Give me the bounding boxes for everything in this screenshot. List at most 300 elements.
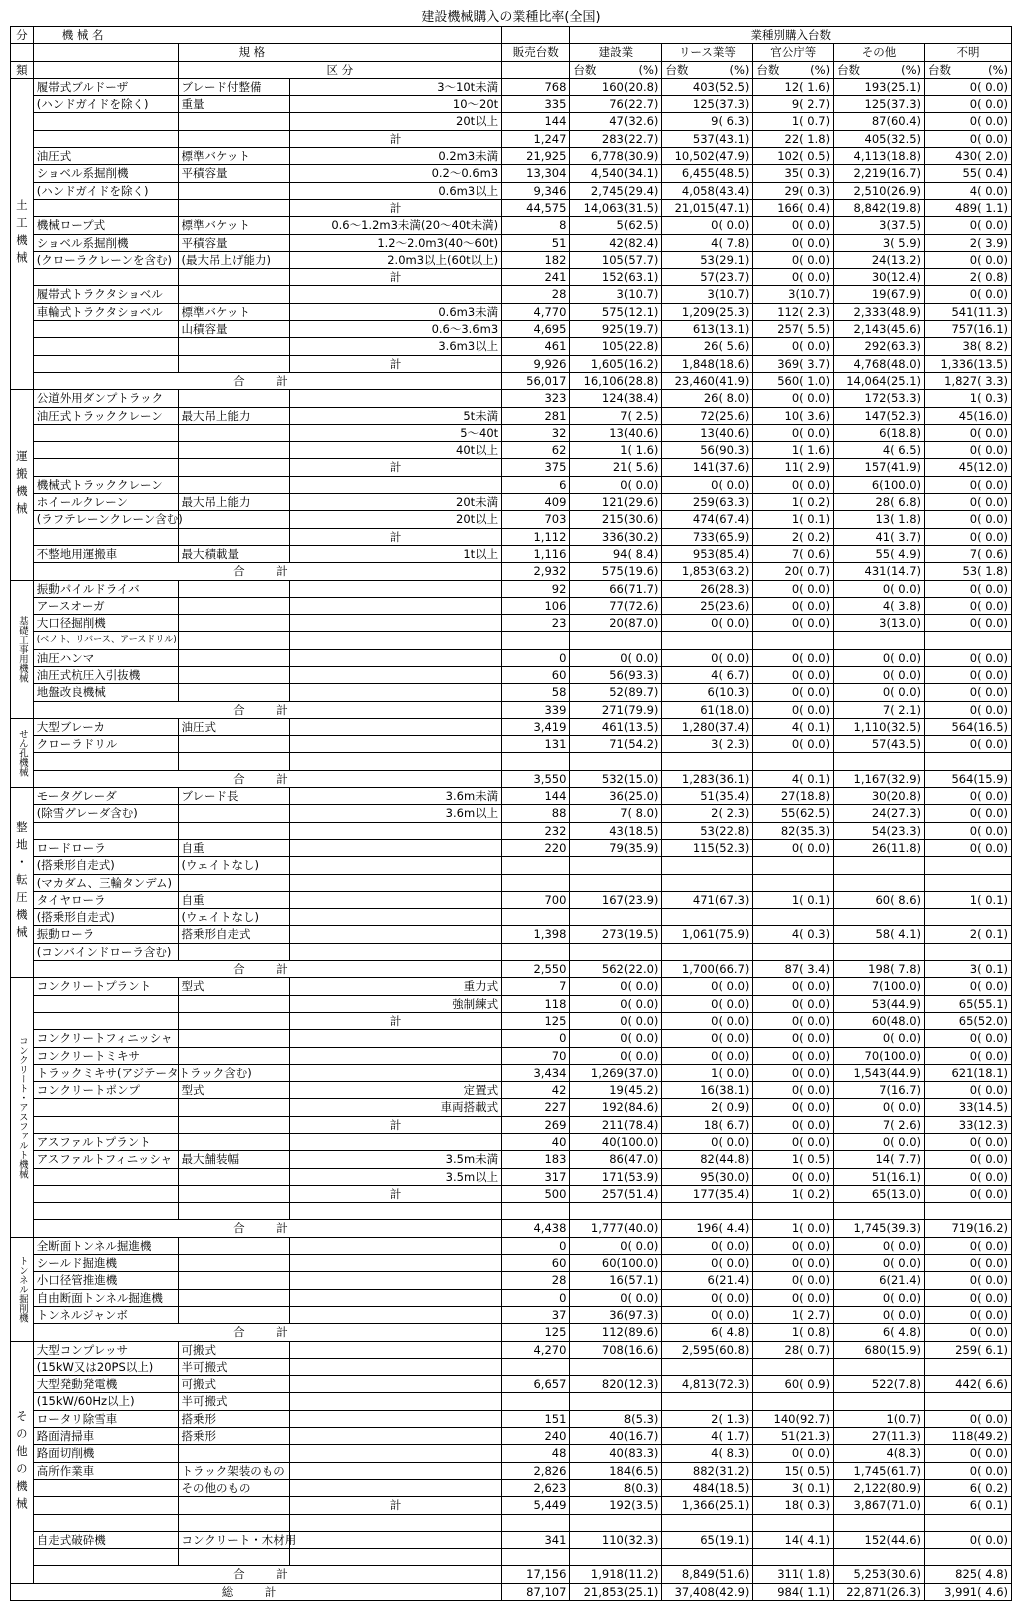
kubun-cell	[290, 943, 502, 960]
header-industry-2: 官公庁等	[753, 44, 834, 61]
category-label: 運搬機械	[11, 390, 34, 580]
kubun-cell	[290, 1064, 502, 1081]
machine-name	[33, 1116, 178, 1133]
unknown-cell: 0( 0.0)	[925, 130, 1012, 147]
lease-cell: 6,455(48.5)	[662, 165, 753, 182]
machine-name: トラックミキサ(アジテータトラック含む)	[33, 1064, 178, 1081]
sales-count: 17,156	[502, 1566, 570, 1583]
government-cell: 60( 0.9)	[753, 1376, 834, 1393]
lease-cell: 259(63.3)	[662, 494, 753, 511]
other-cell: 3(13.0)	[834, 615, 925, 632]
subtotal-row	[11, 1185, 1012, 1202]
sales-count: 240	[502, 1428, 570, 1445]
other-cell: 4(8.3)	[834, 1445, 925, 1462]
other-cell: 60( 8.6)	[834, 891, 925, 908]
other-cell: 3,867(71.0)	[834, 1497, 925, 1514]
spec-cell	[178, 1289, 290, 1306]
government-cell: 0( 0.0)	[753, 217, 834, 234]
lease-cell: 141(37.6)	[662, 459, 753, 476]
spec-cell	[178, 511, 290, 528]
sales-count: 339	[502, 701, 570, 718]
kubun-cell	[290, 1289, 502, 1306]
lease-cell: 1,061(75.9)	[662, 926, 753, 943]
sales-count: 341	[502, 1531, 570, 1548]
table-row	[11, 1393, 1012, 1410]
lease-cell: 0( 0.0)	[662, 1237, 753, 1254]
other-cell	[834, 857, 925, 874]
kubun-cell: 0.6～3.6m3	[290, 321, 502, 338]
construction-cell: 0( 0.0)	[570, 1047, 662, 1064]
other-cell: 53(44.9)	[834, 995, 925, 1012]
sales-count: 3,434	[502, 1064, 570, 1081]
unknown-cell: 65(52.0)	[925, 1012, 1012, 1029]
government-cell: 0( 0.0)	[753, 1030, 834, 1047]
government-cell: 1( 0.1)	[753, 511, 834, 528]
table-row	[11, 1099, 1012, 1116]
government-cell: 0( 0.0)	[753, 684, 834, 701]
kubun-cell: 強制練式	[290, 995, 502, 1012]
government-cell: 0( 0.0)	[753, 234, 834, 251]
other-cell: 0( 0.0)	[834, 666, 925, 683]
lease-cell: 2( 0.9)	[662, 1099, 753, 1116]
machine-name	[33, 424, 178, 441]
construction-cell: 13(40.6)	[570, 424, 662, 441]
other-cell: 2,122(80.9)	[834, 1479, 925, 1496]
total-label: 合 計	[33, 961, 501, 978]
total-row	[11, 1220, 1012, 1237]
government-cell: 2( 0.2)	[753, 528, 834, 545]
header-pct-label: (%)	[988, 62, 1008, 77]
total-label: 合 計	[33, 1324, 501, 1341]
spec-cell	[178, 199, 290, 216]
lease-cell: 25(23.6)	[662, 597, 753, 614]
lease-cell: 6(21.4)	[662, 1272, 753, 1289]
sales-count: 144	[502, 113, 570, 130]
construction-cell: 1( 1.6)	[570, 442, 662, 459]
table-row	[11, 96, 1012, 113]
unknown-cell: 1,336(13.5)	[925, 355, 1012, 372]
government-cell: 87( 3.4)	[753, 961, 834, 978]
kubun-cell	[290, 1479, 502, 1496]
construction-cell: 16(57.1)	[570, 1272, 662, 1289]
header-count-pct	[662, 61, 753, 78]
lease-cell: 1( 0.0)	[662, 1064, 753, 1081]
header-bunrui-top: 分	[11, 27, 34, 44]
unknown-cell: 0( 0.0)	[925, 113, 1012, 130]
subtotal-row	[11, 269, 1012, 286]
machine-name	[33, 753, 178, 770]
spec-cell: その他のもの	[178, 1479, 290, 1496]
lease-cell: 23,460(41.9)	[662, 372, 753, 389]
unknown-cell: 0( 0.0)	[925, 1134, 1012, 1151]
kubun-cell	[290, 1549, 502, 1566]
government-cell: 0( 0.0)	[753, 978, 834, 995]
table-row	[11, 1306, 1012, 1323]
unknown-cell: 0( 0.0)	[925, 1445, 1012, 1462]
kubun-cell	[290, 1134, 502, 1151]
other-cell: 14( 7.7)	[834, 1151, 925, 1168]
unknown-cell: 0( 0.0)	[925, 528, 1012, 545]
total-row	[11, 1566, 1012, 1583]
machine-name	[33, 338, 178, 355]
machine-name: ロードローラ	[33, 839, 178, 856]
government-cell: 0( 0.0)	[753, 1272, 834, 1289]
total-label: 合 計	[33, 701, 501, 718]
government-cell	[753, 632, 834, 649]
grand-total-other: 22,871(26.3)	[834, 1583, 925, 1600]
other-cell: 193(25.1)	[834, 78, 925, 95]
unknown-cell: 7( 0.6)	[925, 545, 1012, 562]
sales-count: 409	[502, 494, 570, 511]
government-cell	[753, 753, 834, 770]
other-cell: 0( 0.0)	[834, 1237, 925, 1254]
lease-cell: 4( 7.8)	[662, 234, 753, 251]
spec-cell: 標準バケット	[178, 217, 290, 234]
construction-cell: 160(20.8)	[570, 78, 662, 95]
kubun-cell: 0.6m3以上	[290, 182, 502, 199]
unknown-cell: 0( 0.0)	[925, 1462, 1012, 1479]
other-cell: 19(67.9)	[834, 286, 925, 303]
total-label: 合 計	[33, 1566, 501, 1583]
table-row	[11, 857, 1012, 874]
government-cell: 0( 0.0)	[753, 1445, 834, 1462]
spec-cell	[178, 1116, 290, 1133]
government-cell: 9( 2.7)	[753, 96, 834, 113]
construction-cell: 1,269(37.0)	[570, 1064, 662, 1081]
machine-name: (除雪グレーダ含む)	[33, 805, 178, 822]
sales-count: 92	[502, 580, 570, 597]
lease-cell: 0( 0.0)	[662, 1047, 753, 1064]
total-label: 合 計	[33, 1220, 501, 1237]
spec-cell	[178, 995, 290, 1012]
table-row	[11, 1531, 1012, 1548]
unknown-cell: 0( 0.0)	[925, 822, 1012, 839]
construction-cell: 283(22.7)	[570, 130, 662, 147]
spec-cell	[178, 649, 290, 666]
lease-cell: 0( 0.0)	[662, 1012, 753, 1029]
unknown-cell: 0( 0.0)	[925, 1531, 1012, 1548]
spec-cell: 可搬式	[178, 1376, 290, 1393]
sales-count: 4,270	[502, 1341, 570, 1358]
lease-cell: 2( 1.3)	[662, 1410, 753, 1427]
kubun-cell: 20t未満	[290, 494, 502, 511]
construction-cell: 925(19.7)	[570, 321, 662, 338]
unknown-cell	[925, 874, 1012, 891]
table-row	[11, 217, 1012, 234]
unknown-cell: 1,827( 3.3)	[925, 372, 1012, 389]
unknown-cell	[925, 1549, 1012, 1566]
subtotal-label: 計	[290, 199, 502, 216]
machine-name: コンクリートプラント	[33, 978, 178, 995]
kubun-cell	[290, 874, 502, 891]
construction-cell: 36(97.3)	[570, 1306, 662, 1323]
machine-name	[33, 1514, 178, 1531]
category-label: その他の機械	[11, 1341, 34, 1583]
sales-count: 317	[502, 1168, 570, 1185]
sales-count: 323	[502, 390, 570, 407]
unknown-cell	[925, 753, 1012, 770]
lease-cell: 196( 4.4)	[662, 1220, 753, 1237]
kubun-cell	[290, 1306, 502, 1323]
lease-cell: 2( 2.3)	[662, 805, 753, 822]
header-count-pct	[834, 61, 925, 78]
machine-name: 自走式破砕機	[33, 1531, 178, 1548]
machine-name	[33, 528, 178, 545]
sales-count	[502, 1393, 570, 1410]
sales-count: 281	[502, 407, 570, 424]
construction-cell: 0( 0.0)	[570, 1030, 662, 1047]
government-cell	[753, 1358, 834, 1375]
machine-name: 大口径掘削機	[33, 615, 178, 632]
subtotal-label: 計	[290, 1497, 502, 1514]
unknown-cell: 45(16.0)	[925, 407, 1012, 424]
unknown-cell: 259( 6.1)	[925, 1341, 1012, 1358]
government-cell: 12( 1.6)	[753, 78, 834, 95]
construction-cell: 0( 0.0)	[570, 995, 662, 1012]
kubun-cell	[290, 857, 502, 874]
table-row	[11, 1410, 1012, 1427]
construction-cell: 4,540(34.1)	[570, 165, 662, 182]
construction-cell	[570, 1514, 662, 1531]
sales-count: 125	[502, 1324, 570, 1341]
unknown-cell	[925, 632, 1012, 649]
machine-name: シールド掘進機	[33, 1255, 178, 1272]
government-cell: 1( 0.5)	[753, 1151, 834, 1168]
other-cell: 152(44.6)	[834, 1531, 925, 1548]
sales-count: 23	[502, 615, 570, 632]
unknown-cell: 0( 0.0)	[925, 839, 1012, 856]
unknown-cell: 0( 0.0)	[925, 978, 1012, 995]
lease-cell: 6( 4.8)	[662, 1324, 753, 1341]
construction-cell: 3(10.7)	[570, 286, 662, 303]
unknown-cell: 55( 0.4)	[925, 165, 1012, 182]
machine-name	[33, 199, 178, 216]
government-cell: 112( 2.3)	[753, 303, 834, 320]
unknown-cell: 0( 0.0)	[925, 788, 1012, 805]
spec-cell	[178, 597, 290, 614]
construction-cell: 152(63.1)	[570, 269, 662, 286]
kubun-cell: 20t以上	[290, 113, 502, 130]
government-cell: 0( 0.0)	[753, 269, 834, 286]
unknown-cell: 0( 0.0)	[925, 597, 1012, 614]
spec-cell: トラック架装のもの	[178, 1462, 290, 1479]
sales-count: 0	[502, 1237, 570, 1254]
kubun-cell: 3.6m未満	[290, 788, 502, 805]
unknown-cell: 0( 0.0)	[925, 1030, 1012, 1047]
lease-cell: 65(19.1)	[662, 1531, 753, 1548]
header-blank	[11, 44, 34, 61]
grand-total-lease: 37,408(42.9)	[662, 1583, 753, 1600]
government-cell: 4( 0.1)	[753, 718, 834, 735]
government-cell	[753, 943, 834, 960]
unknown-cell: 489( 1.1)	[925, 199, 1012, 216]
machine-name: 振動パイルドライバ	[33, 580, 178, 597]
spec-cell	[178, 442, 290, 459]
sales-count: 4,770	[502, 303, 570, 320]
spec-cell: 標準バケット	[178, 148, 290, 165]
subtotal-row	[11, 822, 1012, 839]
sales-count: 375	[502, 459, 570, 476]
kubun-cell: 車両搭載式	[290, 1099, 502, 1116]
other-cell: 2,510(26.9)	[834, 182, 925, 199]
kubun-cell	[290, 1341, 502, 1358]
grand-total-unknown: 3,991( 4.6)	[925, 1583, 1012, 1600]
spec-cell	[178, 1255, 290, 1272]
total-row	[11, 563, 1012, 580]
construction-cell: 0( 0.0)	[570, 649, 662, 666]
machine-name: 高所作業車	[33, 1462, 178, 1479]
government-cell: 0( 0.0)	[753, 1168, 834, 1185]
total-label: 合 計	[33, 770, 501, 787]
table-row	[11, 1082, 1012, 1099]
sales-count: 9,926	[502, 355, 570, 372]
kubun-cell: 3.5m未満	[290, 1151, 502, 1168]
construction-cell: 94( 8.4)	[570, 545, 662, 562]
spec-cell	[178, 1099, 290, 1116]
government-cell: 0( 0.0)	[753, 1047, 834, 1064]
kubun-cell	[290, 1237, 502, 1254]
unknown-cell: 6( 0.1)	[925, 1497, 1012, 1514]
sales-count: 151	[502, 1410, 570, 1427]
spec-cell	[178, 1497, 290, 1514]
machine-name	[33, 1203, 178, 1220]
unknown-cell: 0( 0.0)	[925, 1306, 1012, 1323]
header-blank	[502, 27, 570, 44]
kubun-cell: 0.2m3未満	[290, 148, 502, 165]
other-cell: 0( 0.0)	[834, 1134, 925, 1151]
total-row	[11, 770, 1012, 787]
lease-cell	[662, 1358, 753, 1375]
sales-count: 2,550	[502, 961, 570, 978]
other-cell	[834, 1203, 925, 1220]
government-cell: 20( 0.7)	[753, 563, 834, 580]
machine-name: 地盤改良機械	[33, 684, 178, 701]
lease-cell: 57(23.7)	[662, 269, 753, 286]
other-cell: 0( 0.0)	[834, 1306, 925, 1323]
government-cell: 3(10.7)	[753, 286, 834, 303]
construction-cell: 192(3.5)	[570, 1497, 662, 1514]
table-row	[11, 494, 1012, 511]
lease-cell: 4( 6.7)	[662, 666, 753, 683]
sales-count: 461	[502, 338, 570, 355]
lease-cell: 61(18.0)	[662, 701, 753, 718]
spec-cell: 重量	[178, 96, 290, 113]
sales-count: 4,438	[502, 1220, 570, 1237]
sales-count: 1,112	[502, 528, 570, 545]
sales-count: 4,695	[502, 321, 570, 338]
category-label: コンクリート・アスファルト機械	[11, 978, 34, 1237]
sales-count: 32	[502, 424, 570, 441]
kubun-cell: 0.2～0.6m3	[290, 165, 502, 182]
government-cell: 18( 0.3)	[753, 1497, 834, 1514]
sales-count: 2,932	[502, 563, 570, 580]
construction-cell: 14,063(31.5)	[570, 199, 662, 216]
lease-cell: 0( 0.0)	[662, 995, 753, 1012]
unknown-cell	[925, 1393, 1012, 1410]
unknown-cell	[925, 1203, 1012, 1220]
sales-count: 7	[502, 978, 570, 995]
unknown-cell: 4( 0.0)	[925, 182, 1012, 199]
table-row	[11, 995, 1012, 1012]
government-cell: 257( 5.5)	[753, 321, 834, 338]
other-cell: 125(37.3)	[834, 96, 925, 113]
table-row	[11, 1479, 1012, 1496]
other-cell: 405(32.5)	[834, 130, 925, 147]
table-row	[11, 978, 1012, 995]
sales-count: 0	[502, 1030, 570, 1047]
sales-count: 118	[502, 995, 570, 1012]
construction-cell: 5(62.5)	[570, 217, 662, 234]
construction-cell: 1,605(16.2)	[570, 355, 662, 372]
machine-name: (ラフテレーンクレーン含む)	[33, 511, 178, 528]
spec-cell: ブレード長	[178, 788, 290, 805]
construction-cell: 60(100.0)	[570, 1255, 662, 1272]
other-cell: 7(100.0)	[834, 978, 925, 995]
spec-cell	[178, 580, 290, 597]
government-cell: 0( 0.0)	[753, 1012, 834, 1029]
government-cell: 0( 0.0)	[753, 1099, 834, 1116]
table-row	[11, 1203, 1012, 1220]
spec-cell: 最大積載量	[178, 545, 290, 562]
machine-name: アスファルトフィニッシャ	[33, 1151, 178, 1168]
header-bunrui-bottom: 類	[11, 61, 34, 78]
table-row	[11, 597, 1012, 614]
government-cell: 10( 3.6)	[753, 407, 834, 424]
kubun-cell	[290, 1514, 502, 1531]
unknown-cell: 0( 0.0)	[925, 1410, 1012, 1427]
unknown-cell: 6( 0.2)	[925, 1479, 1012, 1496]
table-row	[11, 1462, 1012, 1479]
other-cell: 0( 0.0)	[834, 1289, 925, 1306]
construction-cell: 0( 0.0)	[570, 1289, 662, 1306]
machine-name	[33, 269, 178, 286]
government-cell	[753, 857, 834, 874]
lease-cell: 9( 6.3)	[662, 113, 753, 130]
other-cell: 57(43.5)	[834, 736, 925, 753]
government-cell: 1( 0.8)	[753, 1324, 834, 1341]
sales-count: 62	[502, 442, 570, 459]
unknown-cell: 0( 0.0)	[925, 1151, 1012, 1168]
sales-count: 700	[502, 891, 570, 908]
lease-cell: 72(25.6)	[662, 407, 753, 424]
other-cell: 24(13.2)	[834, 251, 925, 268]
spec-cell	[178, 286, 290, 303]
table-row	[11, 753, 1012, 770]
subtotal-label	[290, 822, 502, 839]
table-row	[11, 424, 1012, 441]
other-cell: 680(15.9)	[834, 1341, 925, 1358]
table-row	[11, 165, 1012, 182]
construction-cell: 19(45.2)	[570, 1082, 662, 1099]
kubun-cell	[290, 1410, 502, 1427]
government-cell: 0( 0.0)	[753, 390, 834, 407]
spec-cell	[178, 476, 290, 493]
construction-cell: 0( 0.0)	[570, 1237, 662, 1254]
government-cell: 0( 0.0)	[753, 424, 834, 441]
government-cell: 0( 0.0)	[753, 1237, 834, 1254]
other-cell: 30(20.8)	[834, 788, 925, 805]
unknown-cell: 0( 0.0)	[925, 805, 1012, 822]
unknown-cell: 0( 0.0)	[925, 251, 1012, 268]
construction-cell: 20(87.0)	[570, 615, 662, 632]
table-row	[11, 805, 1012, 822]
spec-cell: 山積容量	[178, 321, 290, 338]
kubun-cell	[290, 476, 502, 493]
subtotal-row	[11, 1116, 1012, 1133]
unknown-cell: 3( 0.1)	[925, 961, 1012, 978]
other-cell	[834, 909, 925, 926]
sales-count: 8	[502, 217, 570, 234]
